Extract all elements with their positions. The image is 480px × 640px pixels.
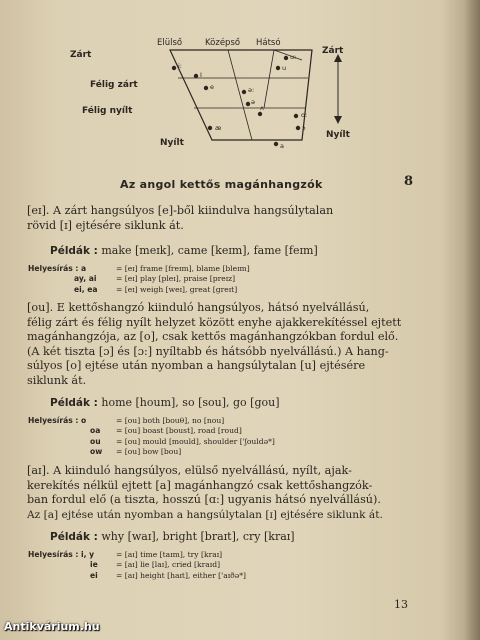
spelling-label: Helyesírás : i, y [28,550,95,559]
spelling-value: = [aɪ] lie [laɪ], cried [kraɪd] [116,560,221,570]
vowel-point [246,102,250,106]
spelling-label: ei, ea [74,284,98,294]
vowel-point [276,66,280,70]
spelling-value: = [ou] mould [mould], shoulder ['ʃouldə*] [116,436,275,446]
spelling-value: = [ou] bow [bou] [116,446,182,456]
grid-line-central-right [264,50,274,108]
spelling-value: = [ou] both [bouθ], no [nou] [116,416,225,425]
text-line: [ou]. E kettőshangzó kiinduló hangsúlyos, hátsó nyelvállású, [27,301,370,314]
spelling-row [28,274,250,284]
arrow-down-icon [334,116,342,124]
point-label: ʌ [260,104,264,112]
spelling-value: = [eɪ] play [pleɪ], praise [preɪz] [116,274,236,284]
spelling-row [28,437,275,447]
col-label-central: Középső [205,38,241,48]
point-label: ɔ [302,124,306,132]
spelling-value: = [aɪ] time [taɪm], try [kraɪ] [116,550,223,559]
vowel-point [172,66,176,70]
text-line: félig zárt és félig nyílt helyzet között enyhe ajakkerekítéssel ejtett [27,315,402,329]
example-label: Példák : [50,245,98,257]
col-label-front: Elülső [157,38,183,48]
text-line: [aɪ]. A kiinduló hangsúlyos, elülső nyelvállású, nyílt, ajak- [27,464,352,477]
vowel-point [208,126,212,130]
spelling-value: = [eɪ] frame [freɪm], blame [bleɪm] [116,264,250,273]
spelling-ai [28,550,246,581]
spelling-label: ou [90,436,101,446]
spelling-label: Helyesírás : a [28,264,87,273]
text-line: ban fordul elő (a tiszta, hosszú [ɑ:] ugyanis hátsó nyelvállású). [27,493,381,506]
spelling-ou [28,416,275,457]
right-label-open: Nyílt [326,130,350,140]
text-line: magánhangzója, az [o], csak kettős magánhangzókban fordul elő. [27,330,399,343]
text-line: (A két tiszta [ɔ] és [ɔ:] nyíltabb és hátsóbb nyelvállású.) A hang- [27,344,389,358]
spelling-row [28,264,250,274]
spelling-row [28,416,275,426]
point-label: ə [251,98,255,106]
spelling-label: ow [90,446,103,456]
example-ei [50,244,318,257]
right-label-closed: Zárt [322,46,344,56]
spelling-value: = [aɪ] height [haɪt], either ['aɪðə*] [116,570,246,580]
spelling-label: ie [90,560,98,570]
row-label-half-closed: Félig zárt [90,80,138,90]
vowel-point [204,86,208,90]
paragraph-ai [27,464,409,522]
spelling-row [28,560,246,570]
point-label: æ [215,124,222,132]
point-label: a [280,142,284,150]
vowel-point [194,74,198,78]
text-line: siklunk át. [27,373,87,387]
row-label-half-open: Félig nyílt [82,106,133,116]
text-line: rövid [ɪ] ejtésére siklunk át. [27,218,184,232]
spelling-row [28,285,250,295]
point-label: i: [178,62,182,70]
point-label: u: [290,53,297,61]
text-line: [eɪ]. A zárt hangsúlyos [e]-ből kiindulva hangsúlytalan [27,204,334,217]
watermark-logo: Antikvárium.hu [4,620,100,633]
example-text: home [houm], so [sou], go [gou] [101,396,280,409]
section-title: Az angol kettős magánhangzók [120,178,323,191]
vowel-point [296,126,300,130]
example-text: make [meɪk], came [keɪm], fame [feɪm] [101,244,318,257]
spelling-ei [28,264,250,295]
trapezoid-outline [170,50,312,140]
spelling-label: ei [90,570,98,580]
vowel-point [274,142,278,146]
vowel-point [258,112,262,116]
text-line: Az [a] ejtése után nyomban a hangsúlytalan [ɪ] ejtésére siklunk át. [27,508,383,521]
row-label-open: Nyílt [160,138,184,148]
spelling-row [28,550,246,560]
vowel-diagram [60,28,370,158]
paragraph-ou [27,301,409,388]
spelling-row [28,447,275,457]
vowel-point [284,56,288,60]
section-number: 8 [404,174,414,189]
spelling-value: = [eɪ] weigh [weɪ], great [greɪt] [116,284,238,294]
point-label: u [282,64,287,72]
point-label: I [200,71,202,79]
row-label-closed: Zárt [70,50,92,60]
example-label: Példák : [50,531,98,543]
example-ai [50,530,295,543]
spelling-row [28,426,275,436]
spelling-label: ay, ai [74,274,97,284]
spelling-label: oa [90,426,101,436]
text-line: súlyos [o] ejtése után nyomban a hangsúlytalan [u] ejtésére [27,359,366,372]
point-label: ə: [248,86,255,94]
point-label: o: [301,111,308,119]
spelling-label: Helyesírás : o [28,416,87,425]
grid-line-central-left [228,50,255,140]
point-label: e [210,83,214,91]
vowel-point [242,90,246,94]
example-text: why [waɪ], bright [braɪt], cry [kraɪ] [101,530,295,543]
example-label: Példák : [50,397,98,409]
spelling-value: = [ou] boast [boust], road [roud] [116,426,242,436]
col-label-back: Hátsó [256,38,281,48]
example-ou [50,396,280,409]
page-spine-shadow [464,0,480,640]
paragraph-ei [27,204,409,233]
vowel-point [294,114,298,118]
page-number: 13 [394,598,408,611]
spelling-row [28,571,246,581]
text-line: kerekítés nélkül ejtett [a] magánhangzó csak kettőshangzók- [27,478,373,492]
